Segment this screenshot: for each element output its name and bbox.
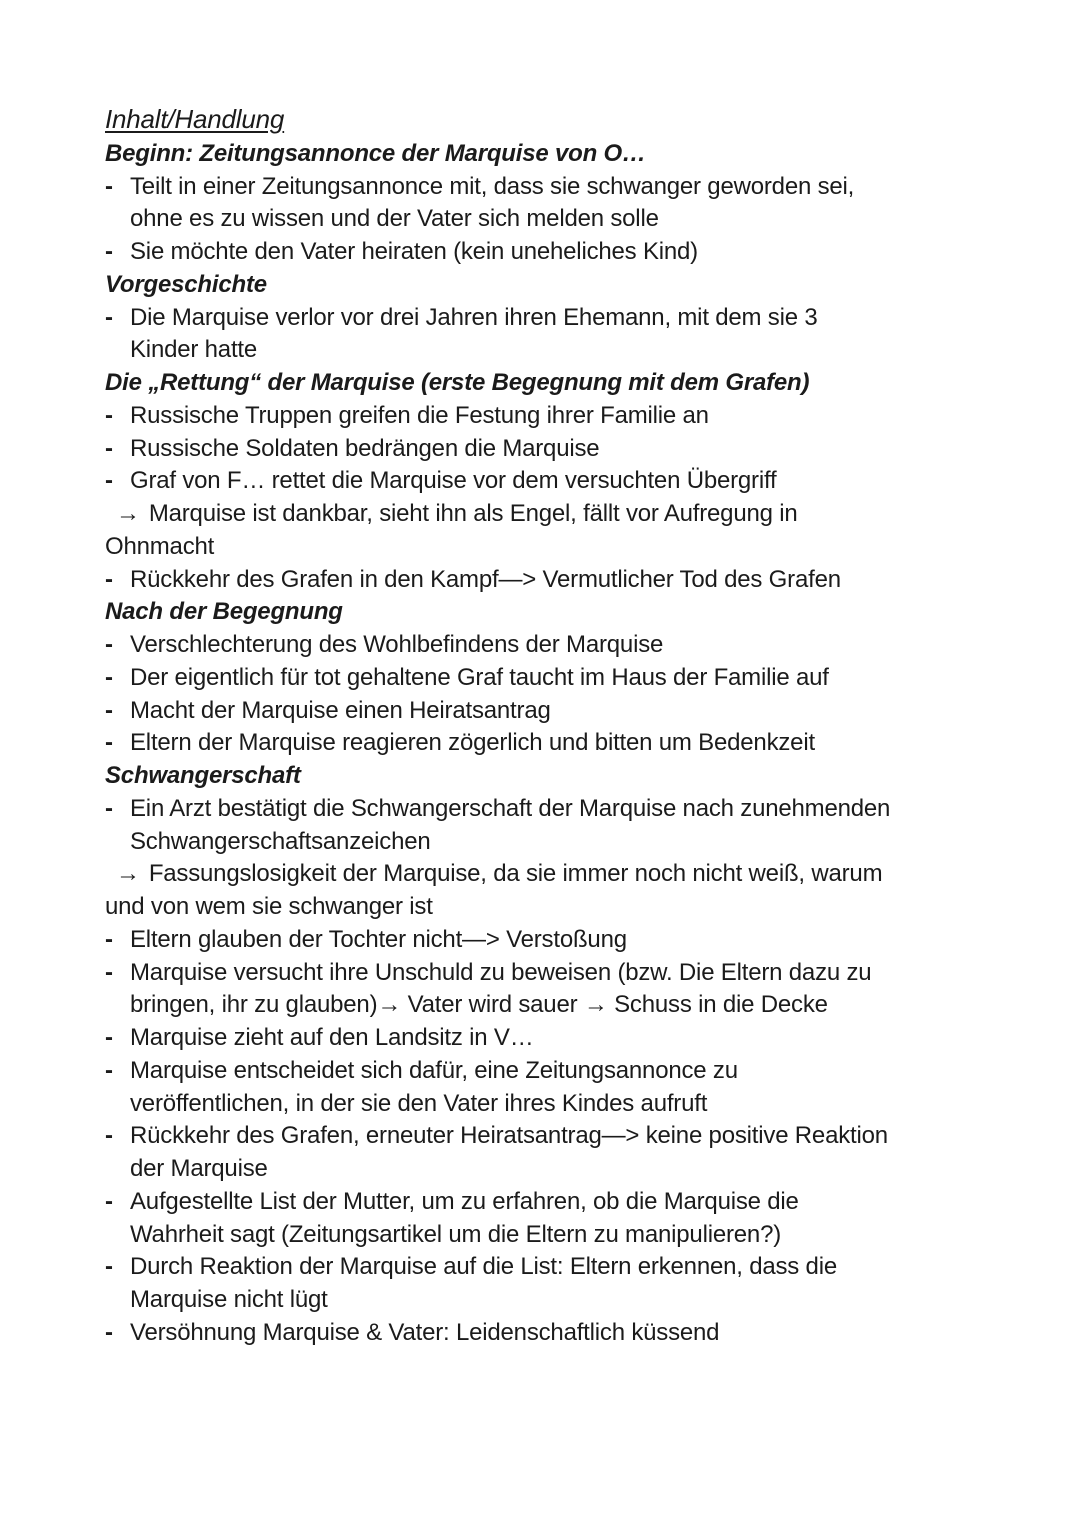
dash-bullet-marker: - — [105, 303, 113, 331]
line-text: Aufgestellte List der Mutter, um zu erfahren, ob die Marquise die — [130, 1187, 799, 1215]
line-text: Teilt in einer Zeitungsannonce mit, dass sie schwanger geworden sei, — [130, 172, 855, 200]
dash-bullet-marker: - — [105, 565, 113, 593]
line-text: Marquise zieht auf den Landsitz in V… — [130, 1024, 534, 1051]
line-text: Die Marquise verlor vor drei Jahren ihren Ehemann, mit dem sie 3 — [130, 303, 818, 331]
line-text: Inhalt/Handlung — [105, 104, 285, 134]
line-text: Vorgeschichte — [105, 270, 267, 298]
line-text: Schwangerschaftsanzeichen — [130, 827, 431, 855]
dash-bullet-marker: - — [105, 238, 113, 265]
arrow-note — [105, 858, 985, 891]
bullet-item — [105, 629, 985, 662]
line-text: Eltern glauben der Tochter nicht—> Verstoßung — [130, 925, 627, 953]
line-text: Fassungslosigkeit der Marquise, da sie immer noch nicht weiß, warum — [148, 860, 883, 888]
continuation-line — [105, 891, 985, 924]
bullet-item — [105, 1317, 985, 1350]
dash-bullet-marker: - — [105, 172, 113, 200]
dash-bullet-marker: - — [105, 1024, 113, 1051]
line-text: bringen, ihr zu glauben)→ Vater wird sauer → Schuss in die Decke — [130, 991, 828, 1019]
line-text: Macht der Marquise einen Heiratsantrag — [130, 696, 551, 724]
line-text: Russische Soldaten bedrängen die Marquise — [130, 434, 600, 462]
dash-bullet-marker: - — [105, 1122, 113, 1150]
dash-bullet-marker: - — [105, 1056, 113, 1084]
bullet-item — [105, 302, 985, 335]
bullet-item — [105, 793, 985, 826]
bullet-item — [105, 1186, 985, 1219]
bullet-item — [105, 465, 985, 498]
line-text: Marquise versucht ihre Unschuld zu beweisen (bzw. Die Eltern dazu zu — [130, 958, 872, 986]
dash-bullet-marker: - — [105, 401, 113, 429]
dash-bullet-marker: - — [105, 631, 113, 658]
dash-bullet-marker: - — [105, 467, 113, 495]
section-heading — [105, 269, 985, 302]
line-text: Die „Rettung“ der Marquise (erste Begegnung mit dem Grafen) — [105, 369, 810, 396]
continuation-line — [105, 1088, 985, 1121]
line-text: Nach der Begegnung — [105, 598, 343, 626]
line-text: Russische Truppen greifen die Festung ihrer Familie an — [130, 401, 709, 429]
bullet-item — [105, 433, 985, 466]
continuation-line — [105, 531, 985, 564]
dash-bullet-marker: - — [105, 1187, 113, 1215]
line-text: Verschlechterung des Wohlbefindens der Marquise — [130, 631, 664, 658]
dash-bullet-marker: - — [105, 729, 113, 757]
line-text: der Marquise — [130, 1155, 268, 1182]
line-text: Rückkehr des Grafen in den Kampf—> Vermutlicher Tod des Grafen — [130, 565, 841, 593]
bullet-item — [105, 564, 985, 597]
line-text: Ohnmacht — [105, 532, 215, 560]
bullet-item — [105, 695, 985, 728]
line-text: Marquise ist dankbar, sieht ihn als Engel, fällt vor Aufregung in — [148, 500, 798, 527]
bullet-item — [105, 727, 985, 760]
line-text: Der eigentlich für tot gehaltene Graf taucht im Haus der Familie auf — [130, 663, 829, 691]
section-heading — [105, 367, 985, 400]
line-text: Sie möchte den Vater heiraten (kein uneheliches Kind) — [130, 238, 698, 265]
page-title — [105, 103, 985, 138]
section-heading — [105, 760, 985, 793]
bullet-item — [105, 171, 985, 204]
section-heading — [105, 138, 985, 171]
line-text: Graf von F… rettet die Marquise vor dem versuchten Übergriff — [130, 467, 777, 495]
line-text: Durch Reaktion der Marquise auf die List: Eltern erkennen, dass die — [130, 1253, 837, 1281]
dash-bullet-marker: - — [105, 1253, 113, 1281]
continuation-line — [105, 989, 985, 1022]
line-text: Wahrheit sagt (Zeitungsartikel um die Eltern zu manipulieren?) — [130, 1220, 782, 1248]
dash-bullet-marker: - — [105, 958, 113, 986]
bullet-item — [105, 662, 985, 695]
line-text: Marquise entscheidet sich dafür, eine Zeitungsannonce zu — [130, 1056, 738, 1084]
dash-bullet-marker: - — [105, 696, 113, 724]
continuation-line — [105, 203, 985, 236]
line-text: Kinder hatte — [130, 336, 258, 364]
continuation-line — [105, 826, 985, 859]
line-text: Marquise nicht lügt — [130, 1286, 328, 1313]
document-body — [105, 103, 985, 1350]
line-text: Beginn: Zeitungsannonce der Marquise von O… — [105, 139, 646, 167]
line-text: ohne es zu wissen und der Vater sich melden solle — [130, 205, 659, 233]
arrow-icon: → — [116, 860, 140, 888]
continuation-line — [105, 1219, 985, 1252]
continuation-line — [105, 1153, 985, 1186]
dash-bullet-marker: - — [105, 794, 113, 822]
section-heading — [105, 596, 985, 629]
bullet-item — [105, 1120, 985, 1153]
dash-bullet-marker: - — [105, 925, 113, 953]
line-text: und von wem sie schwanger ist — [105, 893, 433, 920]
line-text: Ein Arzt bestätigt die Schwangerschaft der Marquise nach zunehmenden — [130, 794, 891, 822]
bullet-item — [105, 1055, 985, 1088]
dash-bullet-marker: - — [105, 663, 113, 691]
bullet-item — [105, 236, 985, 269]
bullet-item — [105, 957, 985, 990]
bullet-item — [105, 1022, 985, 1055]
bullet-item — [105, 1251, 985, 1284]
line-text: Versöhnung Marquise & Vater: Leidenschaftlich küssend — [130, 1318, 720, 1346]
line-text: Rückkehr des Grafen, erneuter Heiratsantrag—> keine positive Reaktion — [130, 1122, 888, 1150]
line-text: Schwangerschaft — [105, 762, 301, 789]
dash-bullet-marker: - — [105, 1318, 113, 1346]
continuation-line — [105, 1284, 985, 1317]
bullet-item — [105, 924, 985, 957]
line-text: veröffentlichen, in der sie den Vater ihres Kindes aufruft — [130, 1089, 708, 1117]
arrow-icon: → — [116, 500, 140, 527]
dash-bullet-marker: - — [105, 434, 113, 462]
line-text: Eltern der Marquise reagieren zögerlich und bitten um Bedenkzeit — [130, 729, 815, 757]
bullet-item — [105, 400, 985, 433]
arrow-note — [105, 498, 985, 531]
continuation-line — [105, 334, 985, 367]
